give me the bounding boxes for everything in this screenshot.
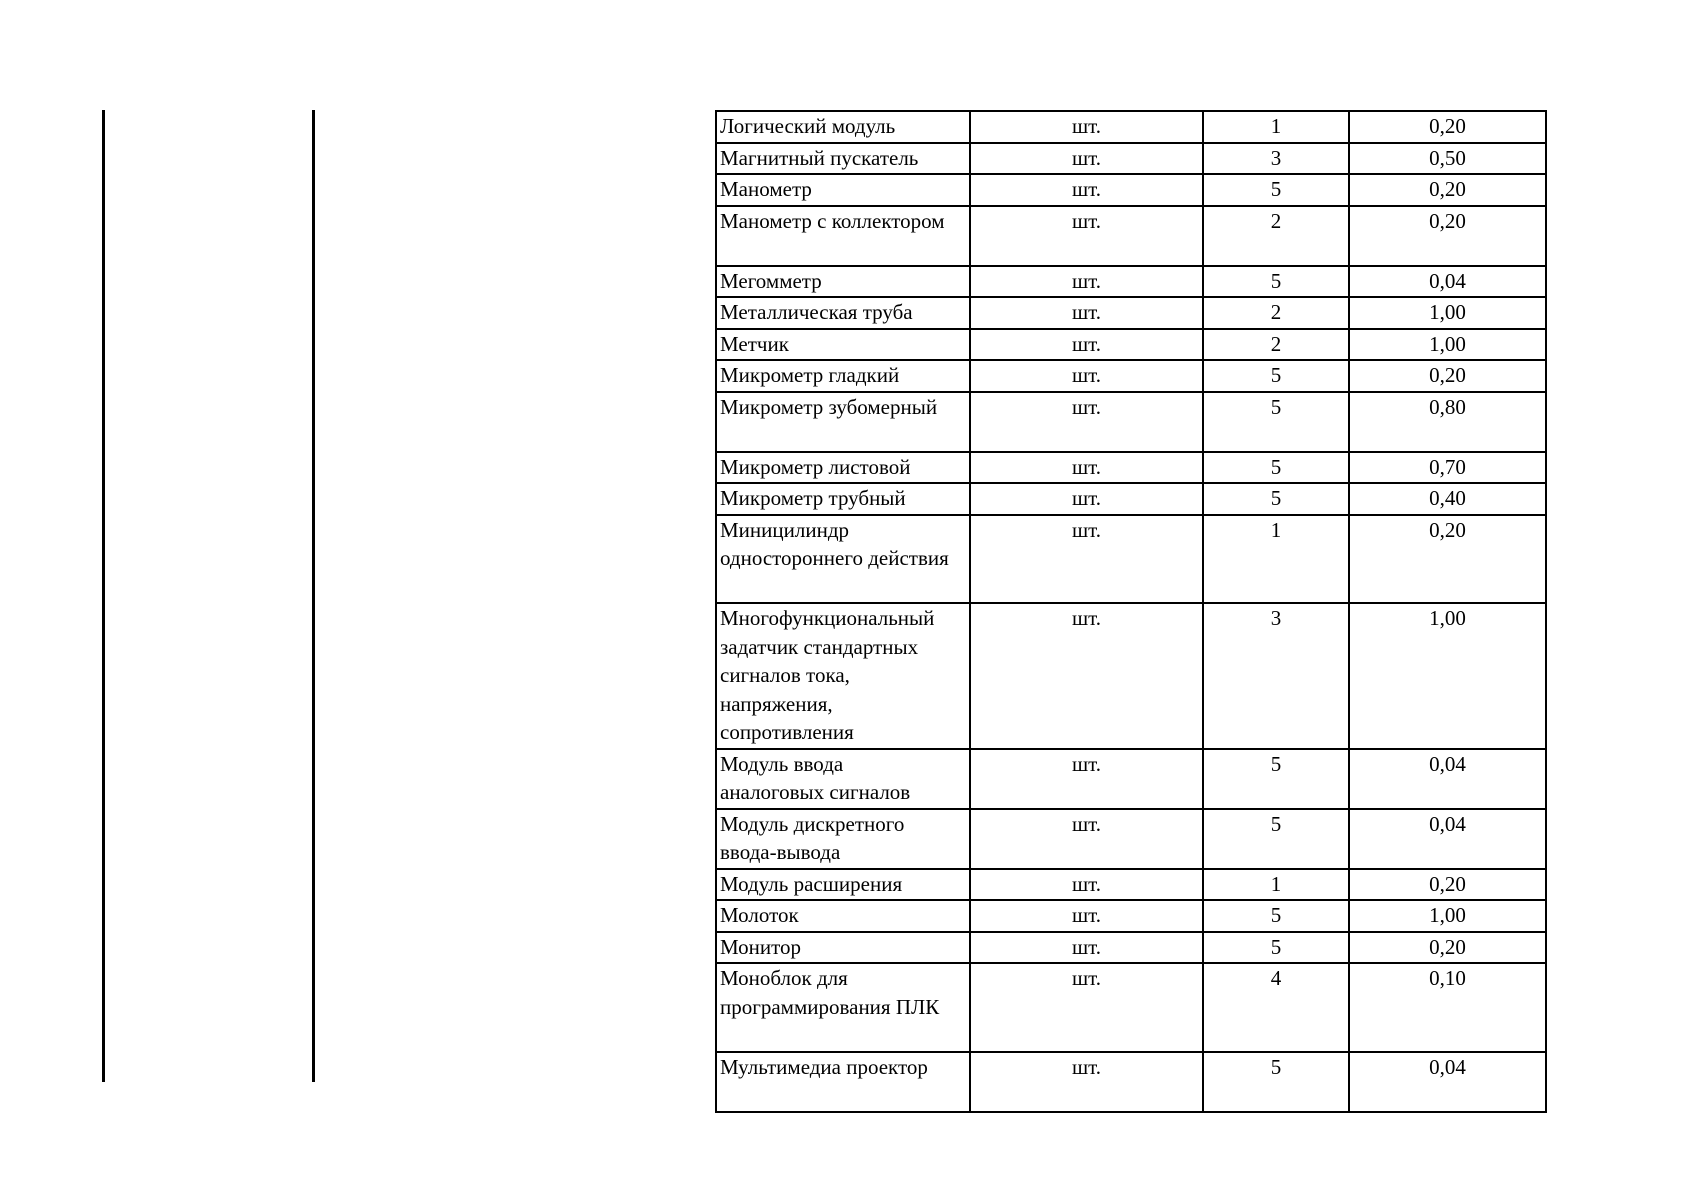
table-row [716,1052,1546,1112]
table-row [716,392,1546,452]
item-name-cell: Микрометр зубомерный [716,392,970,452]
item-unit-cell: шт. [970,515,1203,604]
item-unit-cell: шт. [970,111,1203,143]
item-name-cell: Микрометр трубный [716,483,970,515]
left-margin-line [102,110,105,1082]
item-unit-cell: шт. [970,174,1203,206]
table-row [716,111,1546,143]
equipment-table [715,110,1547,1113]
item-unit-cell: шт. [970,963,1203,1052]
item-name-cell: Модуль расширения [716,869,970,901]
item-quantity-cell: 5 [1203,1052,1349,1112]
item-name-cell: Молоток [716,900,970,932]
item-name-cell: Моноблок для программирования ПЛК [716,963,970,1052]
item-quantity-cell: 5 [1203,809,1349,869]
table-row [716,266,1546,298]
item-unit-cell: шт. [970,392,1203,452]
item-quantity-cell: 2 [1203,329,1349,361]
item-quantity-cell: 1 [1203,111,1349,143]
item-unit-cell: шт. [970,143,1203,175]
item-quantity-cell: 5 [1203,483,1349,515]
item-norm-cell: 0,04 [1349,1052,1546,1112]
table-row [716,329,1546,361]
item-norm-cell: 1,00 [1349,297,1546,329]
item-unit-cell: шт. [970,483,1203,515]
item-norm-cell: 0,70 [1349,452,1546,484]
item-norm-cell: 0,04 [1349,809,1546,869]
item-unit-cell: шт. [970,297,1203,329]
table-row [716,869,1546,901]
table-row [716,483,1546,515]
table-row [716,963,1546,1052]
item-norm-cell: 0,20 [1349,932,1546,964]
item-norm-cell: 0,80 [1349,392,1546,452]
table-row [716,749,1546,809]
table-row [716,515,1546,604]
item-quantity-cell: 2 [1203,297,1349,329]
item-quantity-cell: 5 [1203,749,1349,809]
item-norm-cell: 0,04 [1349,266,1546,298]
item-quantity-cell: 1 [1203,869,1349,901]
item-name-cell: Модуль дискретного ввода-вывода [716,809,970,869]
item-norm-cell: 0,04 [1349,749,1546,809]
item-norm-cell: 1,00 [1349,603,1546,749]
table-row [716,603,1546,749]
item-name-cell: Метчик [716,329,970,361]
item-norm-cell: 1,00 [1349,329,1546,361]
table-row [716,174,1546,206]
item-name-cell: Логический модуль [716,111,970,143]
item-unit-cell: шт. [970,932,1203,964]
item-name-cell: Микрометр листовой [716,452,970,484]
item-unit-cell: шт. [970,329,1203,361]
item-norm-cell: 0,20 [1349,111,1546,143]
item-unit-cell: шт. [970,360,1203,392]
item-quantity-cell: 2 [1203,206,1349,266]
item-name-cell: Магнитный пускатель [716,143,970,175]
middle-margin-line [312,110,315,1082]
item-name-cell: Монитор [716,932,970,964]
item-norm-cell: 0,40 [1349,483,1546,515]
item-name-cell: Мультимедиа проектор [716,1052,970,1112]
item-unit-cell: шт. [970,266,1203,298]
item-norm-cell: 0,20 [1349,206,1546,266]
item-quantity-cell: 5 [1203,392,1349,452]
item-unit-cell: шт. [970,749,1203,809]
item-name-cell: Мегомметр [716,266,970,298]
item-quantity-cell: 5 [1203,266,1349,298]
item-unit-cell: шт. [970,206,1203,266]
item-unit-cell: шт. [970,869,1203,901]
item-name-cell: Микрометр гладкий [716,360,970,392]
item-norm-cell: 0,10 [1349,963,1546,1052]
item-quantity-cell: 5 [1203,900,1349,932]
table-row [716,143,1546,175]
equipment-table-body [716,111,1546,1112]
item-norm-cell: 0,20 [1349,869,1546,901]
table-row [716,932,1546,964]
item-name-cell: Металлическая труба [716,297,970,329]
table-row [716,206,1546,266]
table-row [716,452,1546,484]
item-name-cell: Миницилиндр одностороннего действия [716,515,970,604]
item-quantity-cell: 5 [1203,452,1349,484]
item-quantity-cell: 5 [1203,360,1349,392]
item-quantity-cell: 3 [1203,603,1349,749]
item-norm-cell: 0,50 [1349,143,1546,175]
item-norm-cell: 0,20 [1349,174,1546,206]
item-quantity-cell: 5 [1203,932,1349,964]
table-row [716,360,1546,392]
item-unit-cell: шт. [970,900,1203,932]
item-quantity-cell: 5 [1203,174,1349,206]
item-quantity-cell: 1 [1203,515,1349,604]
item-name-cell: Многофункциональный задатчик стандартных сигналов тока, напряжения, сопротивления [716,603,970,749]
table-row [716,297,1546,329]
item-unit-cell: шт. [970,452,1203,484]
item-norm-cell: 0,20 [1349,360,1546,392]
item-name-cell: Манометр с коллектором [716,206,970,266]
table-row [716,900,1546,932]
item-quantity-cell: 4 [1203,963,1349,1052]
item-norm-cell: 1,00 [1349,900,1546,932]
item-norm-cell: 0,20 [1349,515,1546,604]
item-quantity-cell: 3 [1203,143,1349,175]
table-row [716,809,1546,869]
item-unit-cell: шт. [970,1052,1203,1112]
item-unit-cell: шт. [970,809,1203,869]
item-name-cell: Модуль ввода аналоговых сигналов [716,749,970,809]
item-name-cell: Манометр [716,174,970,206]
item-unit-cell: шт. [970,603,1203,749]
